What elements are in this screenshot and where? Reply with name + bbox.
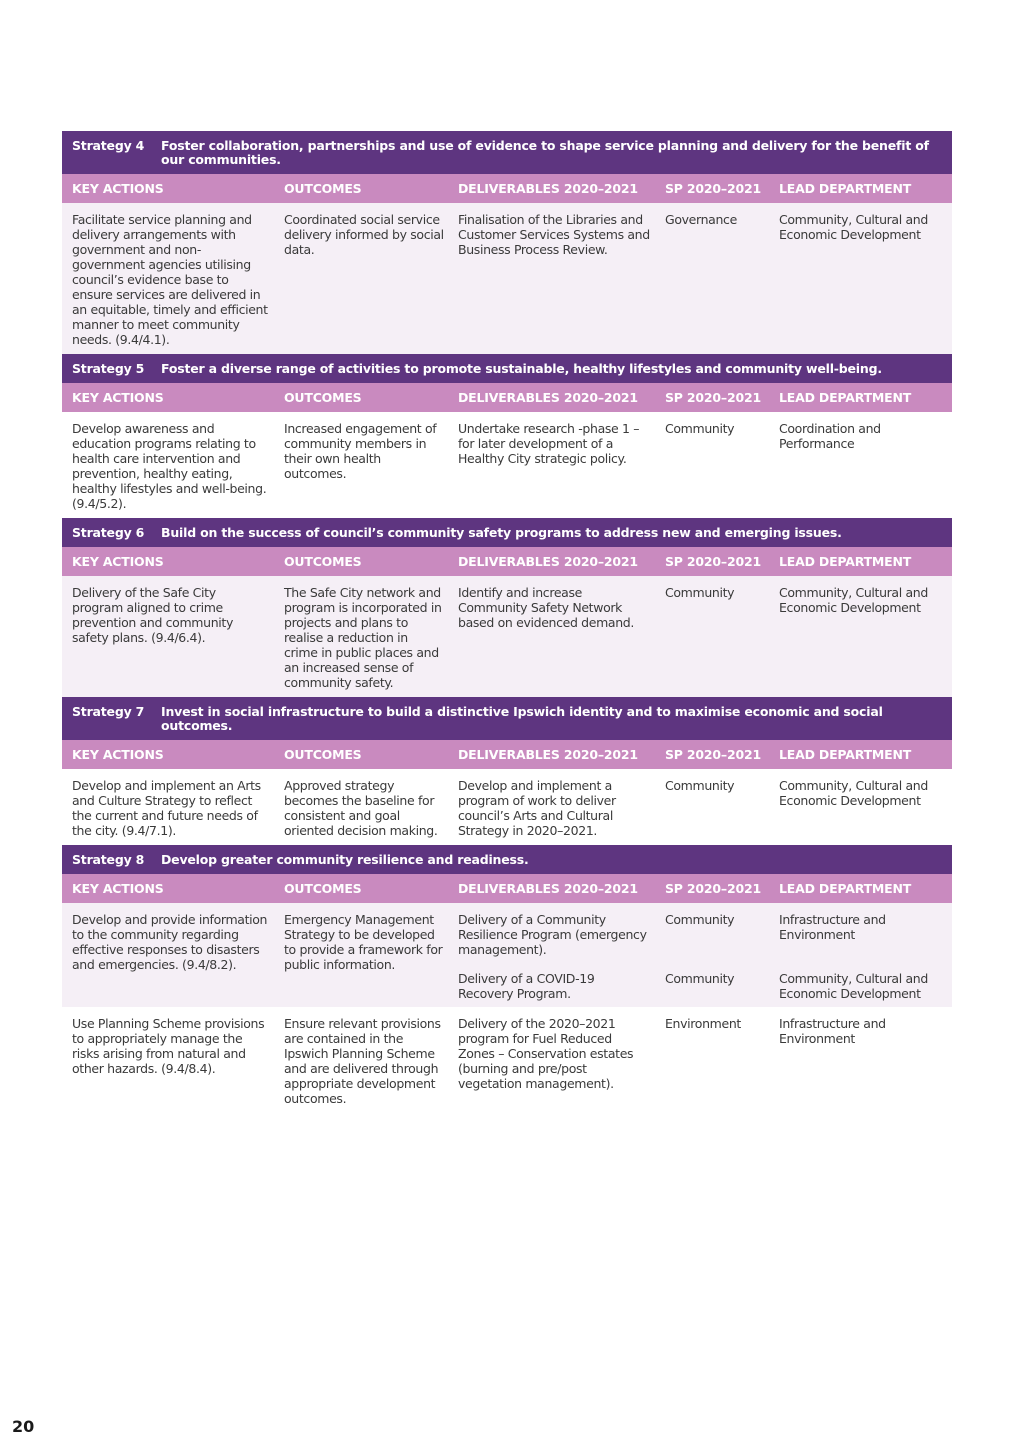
- header-outcomes: OUTCOMES: [284, 181, 362, 196]
- header-outcomes: OUTCOMES: [284, 881, 362, 896]
- strategy-title: Develop greater community resilience and readiness.: [161, 852, 529, 867]
- key-action-cell: Develop and provide information to the community regarding effective responses to disasters and emergencies. (9.4/8.2).: [72, 912, 268, 972]
- strategy-number: Strategy 5: [72, 361, 145, 376]
- strategy-title: Foster collaboration, partnerships and use of evidence to shape service planning and delivery for the benefit of our communities.: [161, 138, 929, 167]
- outcome-cell: The Safe City network and program is incorporated in projects and plans to realise a reduction in crime in public places and an increased sense of community safety.: [284, 585, 442, 690]
- header-deliverables: DELIVERABLES 2020–2021: [458, 747, 638, 762]
- header-lead-department: LEAD DEPARTMENT: [779, 390, 912, 405]
- header-key-actions: KEY ACTIONS: [72, 554, 164, 569]
- header-outcomes: OUTCOMES: [284, 390, 362, 405]
- strategy-heading: [62, 518, 952, 547]
- lead-department-cell: Community, Cultural and Economic Development: [779, 212, 928, 242]
- key-action-cell: Delivery of the Safe City program aligned to crime prevention and community safety plans. (9.4/6.4).: [72, 585, 233, 645]
- lead-item: Infrastructure and Environment: [779, 912, 886, 942]
- header-deliverables: DELIVERABLES 2020–2021: [458, 390, 638, 405]
- sp-cell: Governance: [665, 212, 737, 227]
- header-sp: SP 2020–2021: [665, 747, 761, 762]
- header-deliverables: DELIVERABLES 2020–2021: [458, 181, 638, 196]
- deliverable-item: Delivery of a COVID-19 Recovery Program.: [458, 971, 595, 1001]
- sp-cell: Community: [665, 421, 735, 436]
- header-sp: SP 2020–2021: [665, 181, 761, 196]
- sp-cell: Community: [665, 778, 735, 793]
- deliverable-cell: Delivery of the 2020–2021 program for Fuel Reduced Zones – Conservation estates (burning and pre/post vegetation management).: [458, 1016, 634, 1091]
- table-row: [62, 576, 952, 697]
- strategy-heading: [62, 131, 952, 174]
- header-key-actions: KEY ACTIONS: [72, 181, 164, 196]
- deliverable-cell: Finalisation of the Libraries and Customer Services Systems and Business Process Review.: [458, 212, 650, 257]
- outcome-cell: Approved strategy becomes the baseline for consistent and goal oriented decision making.: [284, 778, 438, 838]
- table-row: [62, 769, 952, 845]
- outcome-cell: Coordinated social service delivery informed by social data.: [284, 212, 444, 257]
- strategy-title: Foster a diverse range of activities to promote sustainable, healthy lifestyles and community well-being.: [161, 361, 882, 376]
- header-key-actions: KEY ACTIONS: [72, 390, 164, 405]
- header-key-actions: KEY ACTIONS: [72, 881, 164, 896]
- lead-department-cell: Coordination and Performance: [779, 421, 881, 451]
- key-action-cell: Develop awareness and education programs relating to health care intervention and prevention, healthy eating, healthy lifestyles and well-being. (9.4/5.2).: [72, 421, 267, 511]
- deliverable-cell: Undertake research -phase 1 – for later development of a Healthy City strategic policy.: [458, 421, 640, 466]
- key-action-cell: Facilitate service planning and delivery arrangements with government and non-government agencies utilising council’s evidence base to ensure services are delivered in an equitable, timely and efficient manner to meet community needs. (9.4/4.1).: [72, 212, 268, 347]
- deliverable-item: Delivery of a Community Resilience Program (emergency management).: [458, 912, 647, 957]
- table-row: [62, 203, 952, 354]
- column-header-row: [62, 547, 952, 576]
- sp-cell: [655, 912, 769, 1001]
- lead-department-cell: [769, 912, 952, 1001]
- deliverable-cell: Develop and implement a program of work to deliver council’s Arts and Cultural Strategy in 2020–2021.: [458, 778, 616, 838]
- header-outcomes: OUTCOMES: [284, 747, 362, 762]
- strategy-heading: [62, 354, 952, 383]
- lead-item: Community, Cultural and Economic Development: [779, 971, 928, 1001]
- key-action-cell: Use Planning Scheme provisions to appropriately manage the risks arising from natural and other hazards. (9.4/8.4).: [72, 1016, 265, 1076]
- header-lead-department: LEAD DEPARTMENT: [779, 747, 912, 762]
- sp-cell: Environment: [665, 1016, 741, 1031]
- lead-department-cell: Community, Cultural and Economic Development: [779, 585, 928, 615]
- header-outcomes: OUTCOMES: [284, 554, 362, 569]
- column-header-row: [62, 740, 952, 769]
- sp-item: Community: [665, 971, 735, 986]
- outcome-cell: Ensure relevant provisions are contained in the Ipswich Planning Scheme and are delivered through appropriate development outcomes.: [284, 1016, 441, 1106]
- outcome-cell: Increased engagement of community members in their own health outcomes.: [284, 421, 437, 481]
- strategy-heading: [62, 697, 952, 740]
- key-action-cell: Develop and implement an Arts and Culture Strategy to reflect the current and future needs of the city. (9.4/7.1).: [72, 778, 261, 838]
- strategy-title: Build on the success of council’s community safety programs to address new and emerging issues.: [161, 525, 842, 540]
- strategy-heading: [62, 845, 952, 874]
- lead-department-cell: Infrastructure and Environment: [779, 1016, 886, 1046]
- sp-item: Community: [665, 912, 735, 927]
- table-row: [62, 903, 952, 1007]
- sp-cell: Community: [665, 585, 735, 600]
- column-header-row: [62, 383, 952, 412]
- header-lead-department: LEAD DEPARTMENT: [779, 881, 912, 896]
- header-lead-department: LEAD DEPARTMENT: [779, 554, 912, 569]
- strategy-table: [62, 131, 952, 1113]
- page-number: 20: [12, 1417, 35, 1436]
- header-sp: SP 2020–2021: [665, 554, 761, 569]
- strategy-number: Strategy 8: [72, 852, 145, 867]
- strategy-title: Invest in social infrastructure to build a distinctive Ipswich identity and to maximise economic and social outcomes.: [161, 704, 883, 733]
- header-key-actions: KEY ACTIONS: [72, 747, 164, 762]
- strategy-number: Strategy 4: [72, 138, 145, 153]
- table-row: [62, 1007, 952, 1113]
- header-sp: SP 2020–2021: [665, 881, 761, 896]
- strategy-number: Strategy 6: [72, 525, 145, 540]
- header-lead-department: LEAD DEPARTMENT: [779, 181, 912, 196]
- strategy-number: Strategy 7: [72, 704, 145, 719]
- lead-department-cell: Community, Cultural and Economic Development: [779, 778, 928, 808]
- deliverable-cell: [448, 912, 655, 1001]
- table-row: [62, 412, 952, 518]
- column-header-row: [62, 174, 952, 203]
- deliverable-cell: Identify and increase Community Safety Network based on evidenced demand.: [458, 585, 635, 630]
- header-sp: SP 2020–2021: [665, 390, 761, 405]
- header-deliverables: DELIVERABLES 2020–2021: [458, 554, 638, 569]
- outcome-cell: Emergency Management Strategy to be developed to provide a framework for public information.: [284, 912, 443, 972]
- column-header-row: [62, 874, 952, 903]
- header-deliverables: DELIVERABLES 2020–2021: [458, 881, 638, 896]
